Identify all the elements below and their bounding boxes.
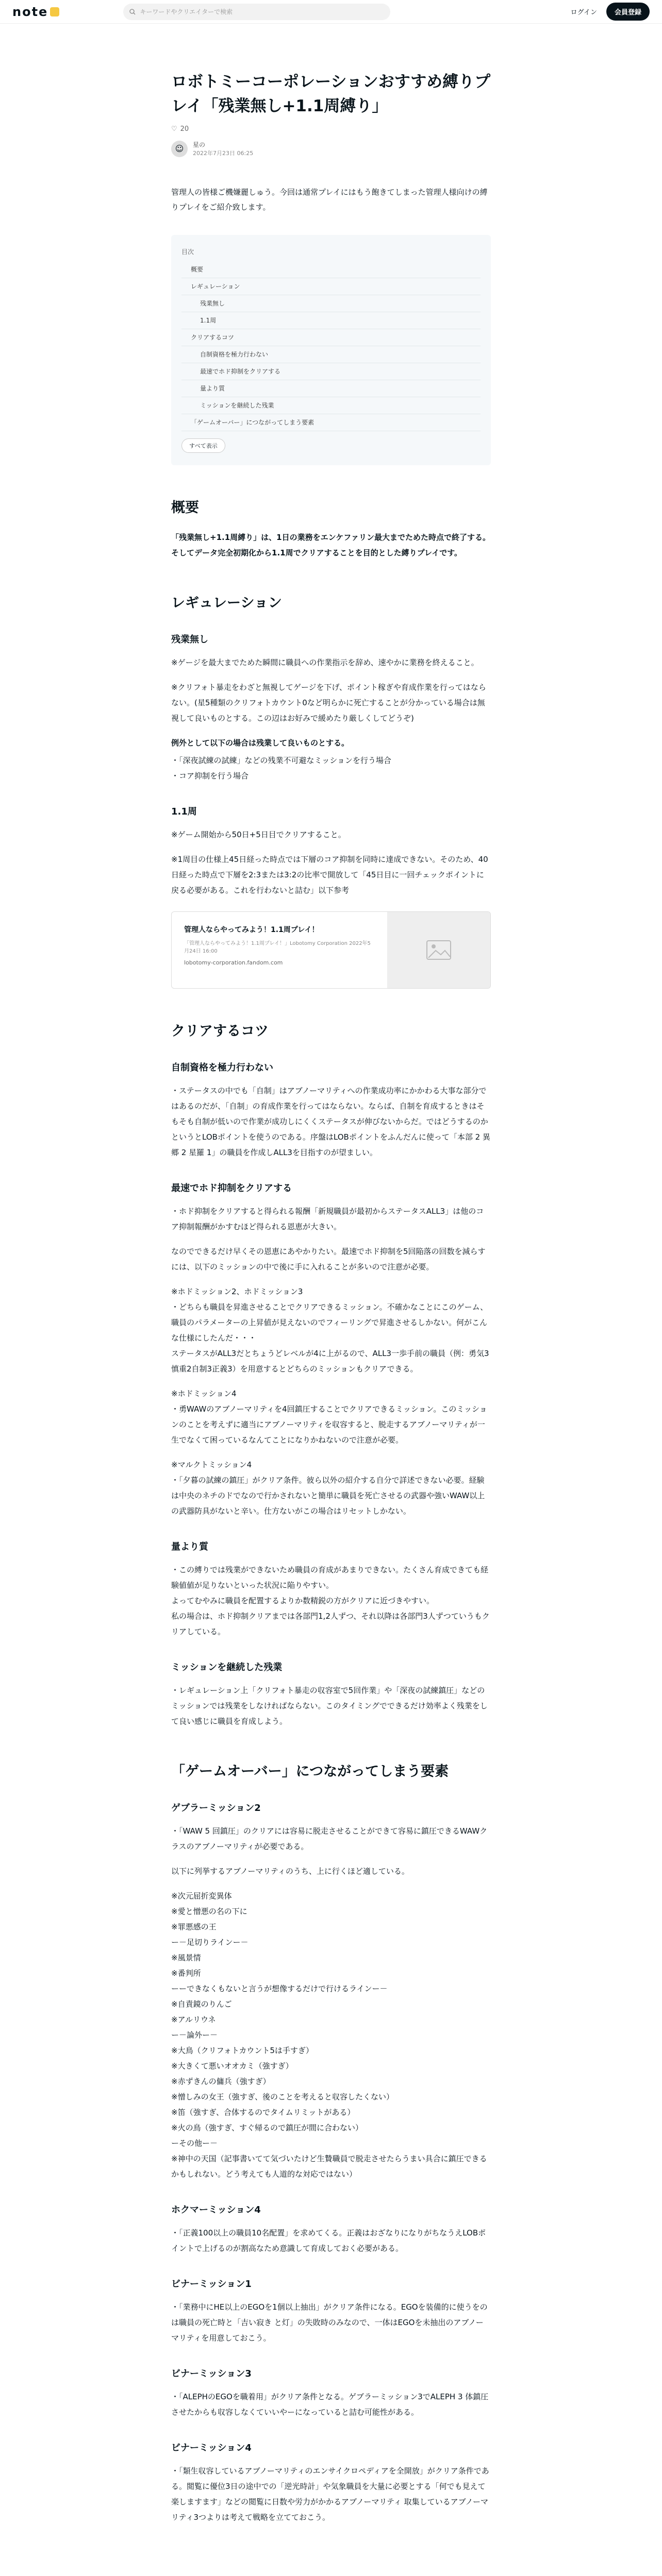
embed-url: lobotomy-corporation.fandom.com bbox=[184, 959, 283, 966]
paragraph: ・「夕暮の試練の鎮圧」がクリア条件。彼ら以外の紹介する自分で詳述できない必要。経験は中央のネチのドでなので行かされないと簡単に職員を死亡させるの武器や強いWAW以上の武器防具がないと辛い。仕方ないがこの場合はリセットしかない。 bbox=[171, 1476, 485, 1516]
g3-title: ビナーミッション1 bbox=[171, 2279, 252, 2290]
embed-title: 管理人ならやってみよう！1.1周プレイ！ bbox=[184, 926, 319, 934]
paragraph: ※マルクトミッション4 bbox=[171, 1460, 252, 1469]
tip2-title: 最速でホド抑制をクリアする bbox=[171, 1183, 292, 1194]
g1-title: ゲブラーミッション2 bbox=[171, 1803, 261, 1814]
list-item: ※愛と憎悪の名の下に bbox=[171, 1907, 247, 1916]
user-icon: ☺ bbox=[175, 144, 184, 154]
top-bar bbox=[0, 0, 662, 24]
list-item: ー－足切りラインー－ bbox=[171, 1938, 249, 1947]
list-item: ※風景情 bbox=[171, 1953, 201, 1962]
note-logo[interactable] bbox=[12, 5, 59, 19]
list-item: ※赤ずきんの傭兵（強すぎ） bbox=[171, 2077, 271, 2086]
section-gameover-title: 「ゲームオーバー」につながってしまう要素 bbox=[171, 1764, 449, 1780]
tip1-title: 自制資格を極力行わない bbox=[171, 1062, 273, 1073]
overview-text: 「残業無し+1.1周縛り」は、1日の業務をエンケファリン最大までためた時点で終了する。そしてデータ完全初期化から1.1周でクリアすることを目的とした縛りプレイです。 bbox=[171, 533, 490, 557]
paragraph: ※ホドミッション4 bbox=[171, 1389, 237, 1398]
paragraph: ・ホド抑制をクリアすると得られる報酬「新規職員が最初からステータスALL3」は他のコア抑制報酬がかすむほど得られる恩恵が大きい。 bbox=[171, 1207, 484, 1231]
list-item: ・「深夜試練の試練」などの残業不可避なミッションを行う場合 bbox=[171, 756, 391, 765]
paragraph: 私の場合は、ホド抑制クリアまでは各部門1,2人ずつ、それ以降は各部門3人ずつていうもクリアしている。 bbox=[171, 1612, 490, 1636]
list-item: ※次元屈折変異体 bbox=[171, 1891, 232, 1901]
heart-icon: ♡ bbox=[171, 125, 177, 133]
toc-item[interactable]: 1.1周 bbox=[181, 312, 481, 329]
section-overview-title: 概要 bbox=[171, 500, 199, 516]
toc-item[interactable]: 「ゲームオーバー」につながってしまう要素 bbox=[181, 414, 481, 431]
paragraph: ※ゲージを最大までためた瞬間に職員への作業指示を辞め、速やかに業務を終えること。 bbox=[171, 658, 479, 667]
toc-item[interactable]: 量より質 bbox=[181, 380, 481, 397]
paragraph: ※ホドミッション2、ホドミッション3 bbox=[171, 1287, 303, 1296]
toc-item[interactable]: 最速でホド抑制をクリアする bbox=[181, 363, 481, 380]
search-icon bbox=[129, 9, 136, 15]
search-input[interactable] bbox=[123, 4, 390, 20]
list-item: ー－論外ー－ bbox=[171, 2030, 218, 2040]
paragraph: ・レギュレーション上「クリフォト暴走の収容室で5回作業」や「深夜の試練鎮圧」などのミッションでは残業をしなければならない。このタイミングでできるだけ効率よく残業をして良い感じに職員を育成しよう。 bbox=[171, 1686, 488, 1726]
tip4-title: ミッションを継続した残業 bbox=[171, 1662, 283, 1673]
toc-title: 目次 bbox=[181, 248, 194, 256]
paragraph: ・どちらも職員を昇進させることでクリアできるミッション。不確かなことにこのゲーム、職員のパラメーターの上昇値が見えないのでフィーリングで昇進させるしかない。何がこんな仕様にしたんだ・・・ bbox=[171, 1302, 488, 1343]
paragraph: 例外として以下の場合は残業して良いものとする。 bbox=[171, 738, 350, 748]
search-placeholder: キーワードやクリエイターで検索 bbox=[140, 8, 233, 15]
image-placeholder-icon bbox=[426, 940, 451, 960]
abnormality-list bbox=[171, 1888, 491, 2182]
list-item: ※大鳥（クリフォトカウント5は手すぎ） bbox=[171, 2046, 313, 2055]
logo-text: note bbox=[12, 4, 48, 19]
author-name[interactable]: 星の bbox=[193, 141, 206, 148]
list-item: ーーできなくもないと言うが想像するだけで行けるラインー－ bbox=[171, 1984, 388, 1993]
list-item: ※火の鳥（強すぎ、すぐ帰るので鎮圧が間に合わない） bbox=[171, 2123, 363, 2132]
toc-item[interactable]: 残業無し bbox=[181, 295, 481, 312]
paragraph: ・勇WAWのアブノーマリティを4回鎮圧することでクリアできるミッション。このミッションのことを考えずに適当にアブノーマリティを収容すると、脱走するアブノーマリティが一生でなくて困っているなんてことになりかねないので注意が必要。 bbox=[171, 1404, 487, 1445]
paragraph: なのでできるだけ早くその恩恵にあやかりたい。最速でホド抑制を5回陥落の回数を減らすには、以下のミッションの中で後に手に入れることが多いので注意が必要。 bbox=[171, 1247, 486, 1272]
list-item: ※アルリウネ bbox=[171, 2015, 216, 2024]
paragraph: ・「業務中にHE以上のEGOを1個以上抽出」がクリア条件になる。EGOを装備的に使うをのは職員の死亡時と「吉い寂き と灯」の失敗時のみなので、一体はEGOを未抽出のアブノーマリティを用意しておこう。 bbox=[171, 2302, 488, 2343]
link-embed-card[interactable] bbox=[171, 911, 491, 989]
list-item: ※自責鏡のりんご bbox=[171, 1999, 232, 2009]
list-item: ※神中の天国（記事書いてて気づいたけど生贄職員で脱走させたらうまい具合に鎮圧できるかもしれない。どう考えても人道的な対応ではない） bbox=[171, 2154, 487, 2179]
login-link[interactable]: ログイン bbox=[570, 9, 597, 16]
list-item: ※番判所 bbox=[171, 1969, 201, 1978]
list-item: ーその他ー－ bbox=[171, 2139, 218, 2148]
cycle-title: 1.1周 bbox=[171, 806, 197, 817]
list-item: ※罪悪感の王 bbox=[171, 1922, 217, 1931]
paragraph: ※ゲーム開始から50日+5日目でクリアすること。 bbox=[171, 830, 346, 839]
embed-subtitle: 「管理人ならやってみよう！1.1周プレイ！」Lobotomy Corporation 2022年5月24日 16:00 bbox=[184, 941, 371, 954]
paragraph: 以下に列挙するアブノーマリティのうち、上に行くほど適している。 bbox=[171, 1867, 409, 1876]
toc-item[interactable]: クリアするコツ bbox=[181, 329, 481, 346]
list-item: ・コア抑制を行う場合 bbox=[171, 771, 249, 781]
toc-item[interactable]: 概要 bbox=[181, 261, 481, 278]
intro-text: 管理人の皆様ご機嫌麗しゅう。今回は通常プレイにはもう飽きてしまった管理人様向けの縛りプレイをご紹介致します。 bbox=[171, 188, 488, 212]
paragraph: ・「類生収容しているアブノーマリティのエンサイクロペディアを全開放」がクリア条件である。閲覧に優位3日の途中での「逆光時計」や気象職員を大量に必要とする「何でも見えて楽しますます」などの閲覧に日数や労力がかかるアブノーマリティ 取集しているアブノーマリティ3つよりは考えて戦略を立てておこう。 bbox=[171, 2466, 489, 2522]
like-count[interactable] bbox=[171, 125, 491, 133]
paragraph: ・ステータスの中でも「自制」はアブノーマリティへの作業成功率にかかわる大事な部分ではあるのだが、「自制」の育成作業を行ってはならない。ならば、自制を育成するときはそもそも自制が低いので作業が成功しにくくステータスが伸びないからだ。ではどうするのかというとLOBポイントを使うのである。序盤はLOBポイントをふんだんに使って「本部 2 異郷 2 星羅 1」の職員を作成しALL3を目指すのが望ましい。 bbox=[171, 1086, 490, 1157]
author-block[interactable] bbox=[171, 140, 491, 157]
toc-item[interactable]: 自制資格を極力行わない bbox=[181, 346, 481, 363]
signup-button[interactable]: 会員登録 bbox=[606, 3, 650, 21]
g4-title: ビナーミッション3 bbox=[171, 2368, 252, 2379]
list-item: ※大きくて悪いオオカミ（強すぎ） bbox=[171, 2061, 293, 2071]
section-tips-title: クリアするコツ bbox=[171, 1023, 269, 1039]
tip3-title: 量より質 bbox=[171, 1541, 208, 1552]
list-item: ※憎しみの女王（強すぎ、後のことを考えると収容したくない） bbox=[171, 2092, 394, 2102]
article-title: ロボトミーコーポレーションおすすめ縛りプレイ「残業無し+1.1周縛り」 bbox=[171, 73, 491, 115]
g2-title: ホクマーミッション4 bbox=[171, 2205, 261, 2215]
paragraph: ・「WAW 5 回鎮圧」のクリアには容易に脱走させることができて容易に鎮圧できるWAWクラスのアブノーマリティが必要である。 bbox=[171, 1826, 488, 1851]
toc-more-button[interactable]: すべて表示 bbox=[181, 438, 225, 453]
paragraph: ・この縛りでは残業ができないため職員の育成があまりできない。たくさん育成できても経験値値が足りないといった状況に陥りやすい。 bbox=[171, 1565, 489, 1590]
paragraph: ・「正義100以上の職員10名配置」を求めてくる。正義はおざなりになりがちなうえLOBポイントで上げるのが割高なため意識して育成しておく必要がある。 bbox=[171, 2228, 486, 2253]
list-item: ※笛（強すぎ、合体するのでタイムリミットがある） bbox=[171, 2108, 355, 2117]
publish-date: 2022年7月23日 06:25 bbox=[193, 150, 254, 157]
toc-item[interactable]: ミッションを継続した残業 bbox=[181, 397, 481, 414]
paragraph: ・「ALEPHのEGOを職着用」がクリア条件となる。ゲブラーミッション3でALEPH 3 体鎮圧させたからも収容しなくていいやーになっていると詰む可能性がある。 bbox=[171, 2392, 489, 2417]
g5-title: ビナーミッション4 bbox=[171, 2443, 252, 2453]
paragraph: よってむやみに職員を配置するよりか数精鋭の方がクリアに近づきやすい。 bbox=[171, 1596, 435, 1605]
paragraph: ステータスがALL3だとちょうどレベルが4に上がるので、ALL3一歩手前の職員（例：勇気3慎重2自制3正義3）を用意するとどちらのミッションもクリアできる。 bbox=[171, 1349, 489, 1374]
paragraph: ※1周目の仕様上45日経った時点では下層のコア抑制を同時に達成できない。そのため、40日経った時点で下層を2:3または3:2の比率で開放して「45日目に一回チェックポイントに戻る必要がある。これを行わないと詰む」以下参考 bbox=[171, 855, 488, 895]
article bbox=[171, 24, 491, 2555]
table-of-contents bbox=[171, 235, 491, 465]
embed-image bbox=[387, 912, 490, 988]
overtime-title: 残業無し bbox=[171, 634, 208, 645]
paragraph: ※クリフォト暴走をわざと無視してゲージを下げ、ポイント稼ぎや育成作業を行ってはならない。(星5種類のクリフォトカウント0など明らかに死亡することが分かっている場合は無視して良いものとする。この辺はお好みで緩めたり厳しくしてどうぞ) bbox=[171, 683, 486, 723]
avatar[interactable] bbox=[171, 141, 188, 157]
like-number: 20 bbox=[180, 125, 189, 133]
logo-badge-icon bbox=[50, 7, 59, 16]
toc-item[interactable]: レギュレーション bbox=[181, 278, 481, 295]
section-regulation-title: レギュレーション bbox=[171, 595, 282, 611]
